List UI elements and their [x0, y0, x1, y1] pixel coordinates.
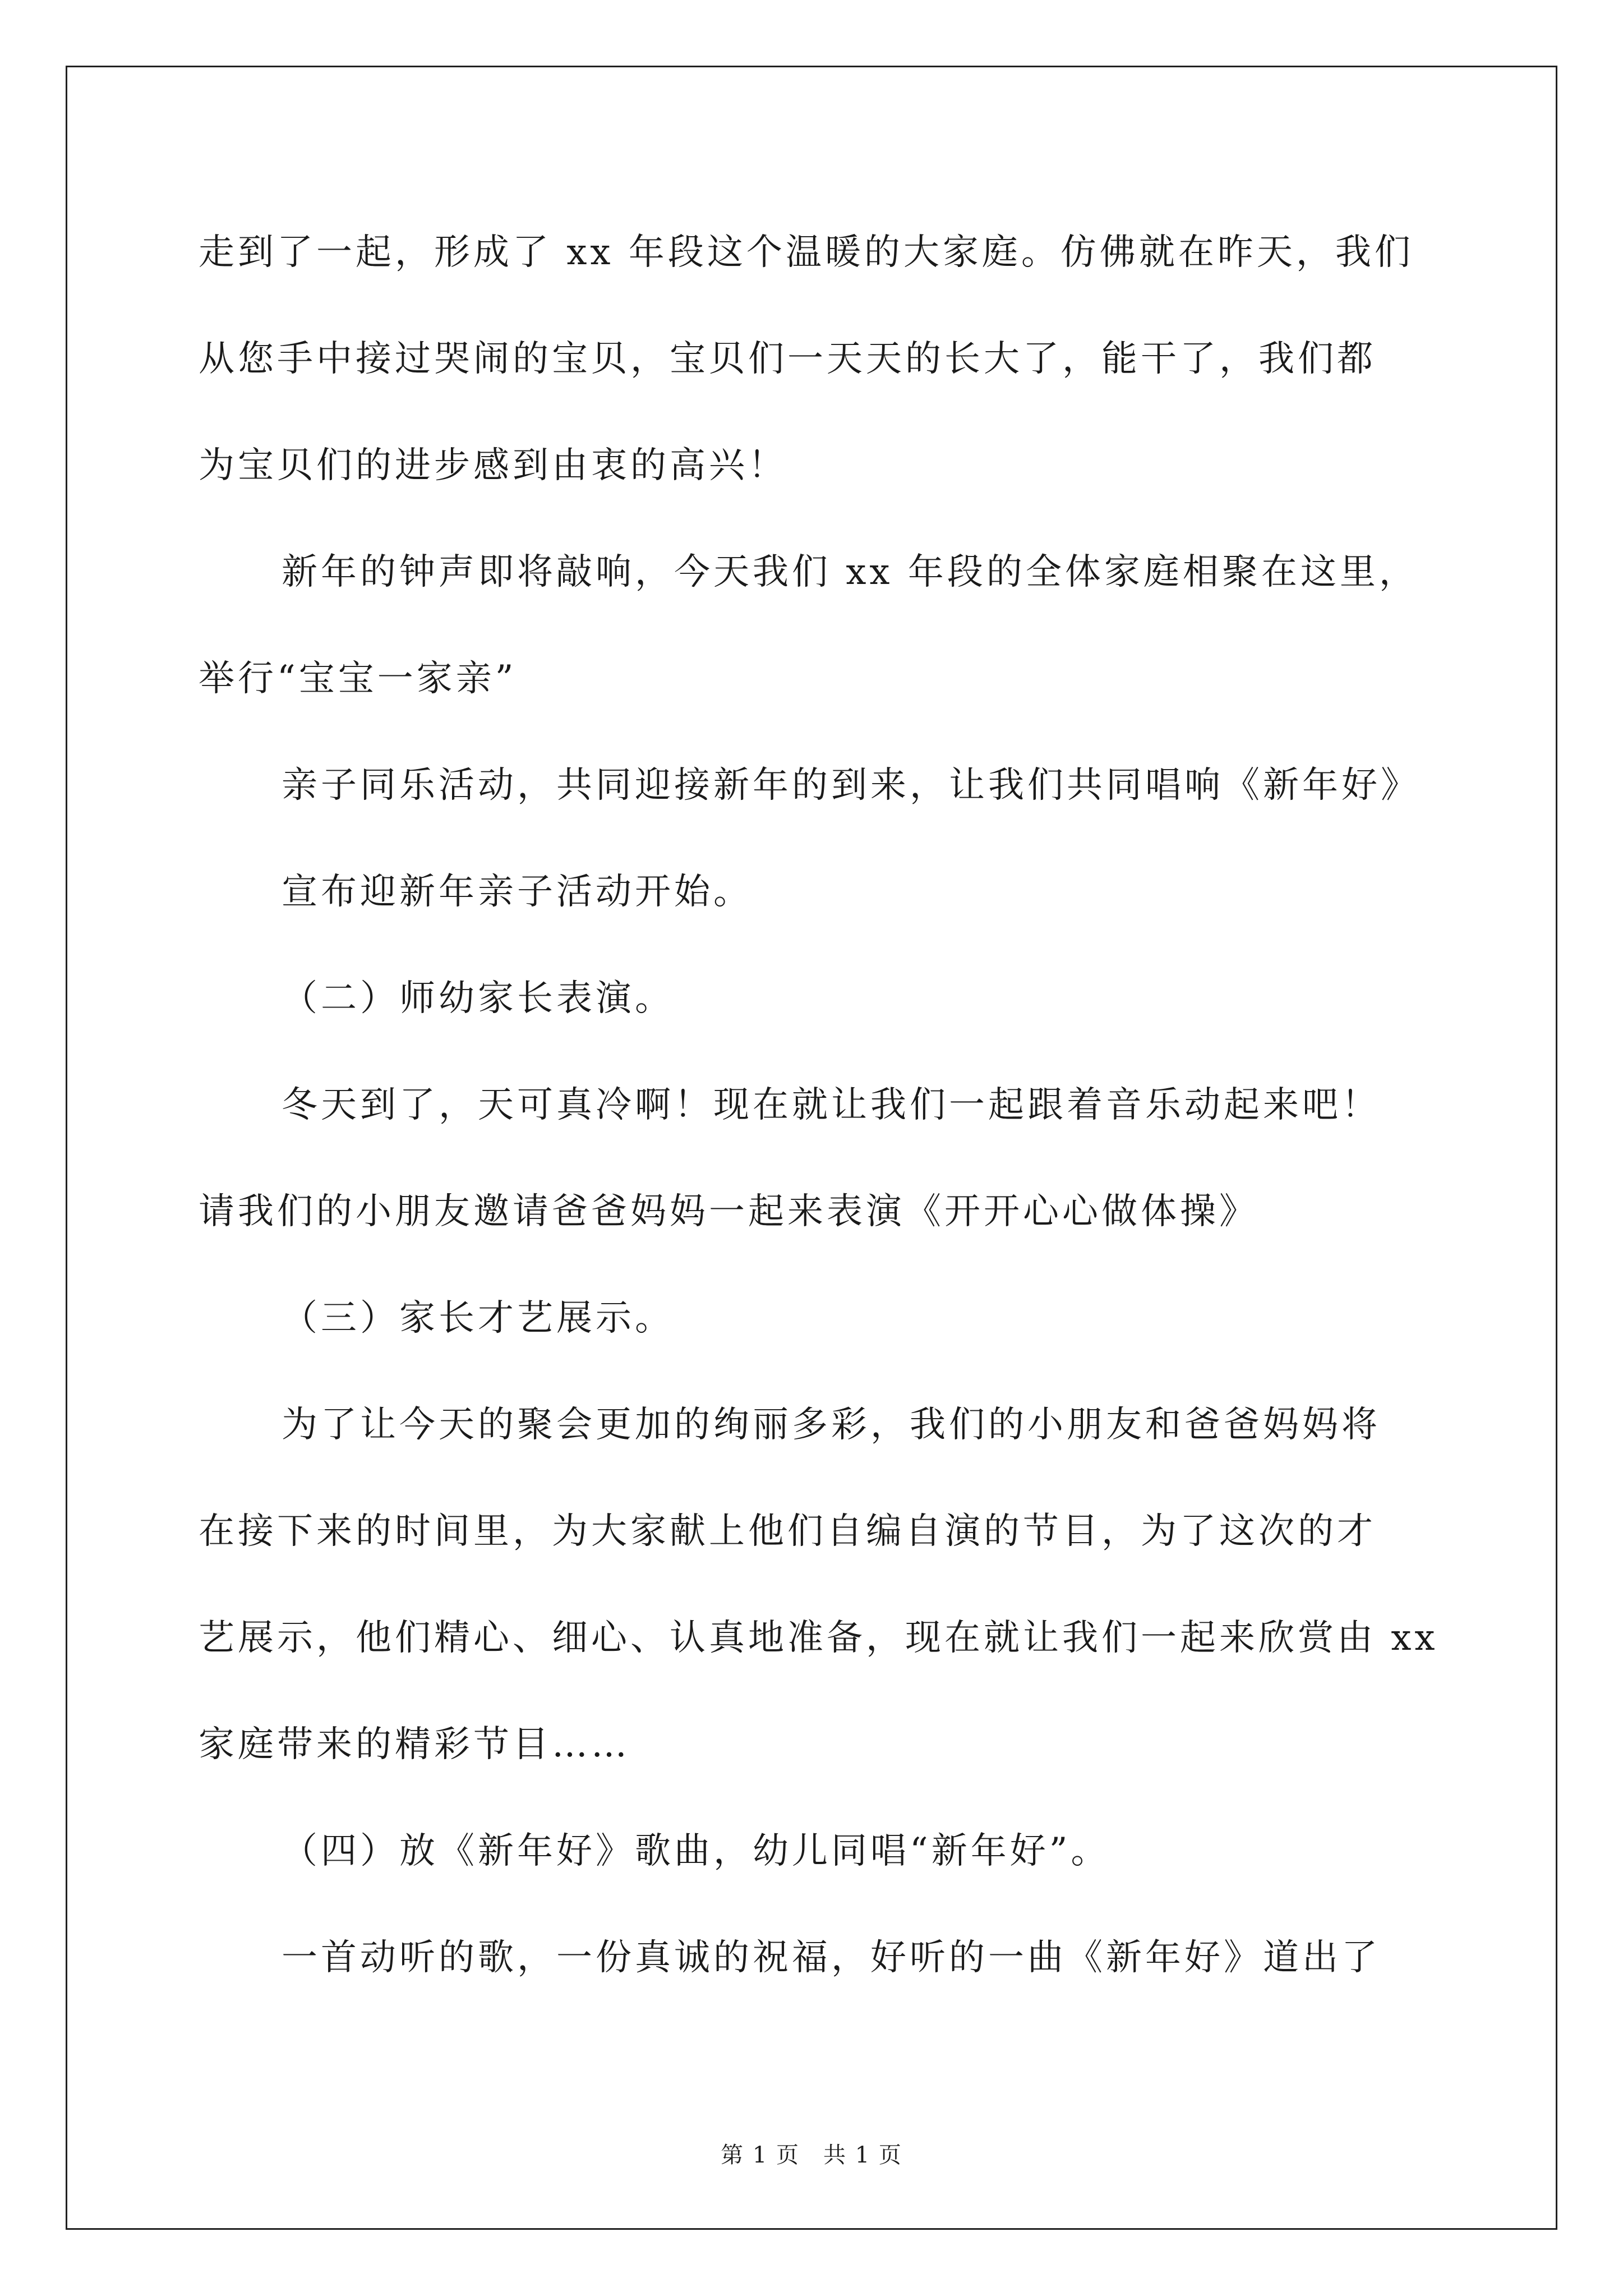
text-line: 一首动听的歌，一份真诚的祝福，好听的一曲《新年好》道出了: [282, 1937, 1381, 1978]
text-line: 从您手中接过哭闹的宝贝，宝贝们一天天的长大了，能干了，我们都: [199, 338, 1376, 380]
text-line: 宣布迎新年亲子活动开始。: [282, 871, 753, 913]
section-heading: （四）放《新年好》歌曲，幼儿同唱“新年好”。: [282, 1830, 1110, 1872]
text-line: 冬天到了，天可真冷啊！现在就让我们一起跟着音乐动起来吧！: [282, 1084, 1381, 1126]
text-line: 新年的钟声即将敲响，今天我们 xx 年段的全体家庭相聚在这里，: [282, 551, 1418, 593]
text-line: 亲子同乐活动，共同迎接新年的到来，让我们共同唱响《新年好》: [282, 765, 1420, 806]
text-line: 举行“宝宝一家亲”: [199, 658, 517, 700]
text-line: 为了让今天的聚会更加的绚丽多彩，我们的小朋友和爸爸妈妈将: [282, 1404, 1381, 1446]
text-line: 请我们的小朋友邀请爸爸妈妈一起来表演《开开心心做体操》: [199, 1191, 1258, 1232]
page-border: [66, 66, 1557, 2230]
text-line: 在接下来的时间里，为大家献上他们自编自演的节目，为了这次的才: [199, 1511, 1376, 1552]
text-line: 为宝贝们的进步感到由衷的高兴！: [199, 445, 787, 486]
text-line: 艺展示，他们精心、细心、认真地准备，现在就让我们一起来欣赏由 xx: [199, 1617, 1438, 1659]
section-heading: （二）师幼家长表演。: [282, 978, 674, 1019]
page-footer: 第 1 页 共 1 页: [721, 2142, 902, 2168]
text-line: 走到了一起，形成了 xx 年段这个温暖的大家庭。仿佛就在昨天，我们: [199, 232, 1414, 273]
text-line: 家庭带来的精彩节目……: [199, 1724, 630, 1765]
section-heading: （三）家长才艺展示。: [282, 1297, 674, 1339]
